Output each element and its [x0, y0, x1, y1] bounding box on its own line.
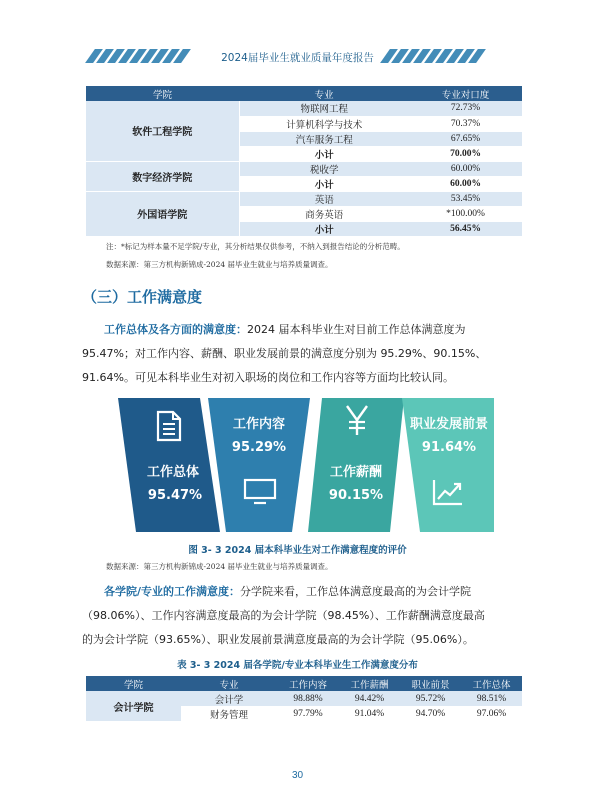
- report-header-title: 2024届毕业生就业质量年度报告: [221, 52, 374, 64]
- satisfaction-infographic: [118, 398, 494, 532]
- value-cell: 70.37%: [409, 116, 522, 131]
- paragraph-text: 91.64%。可见本科毕业生对初入职场的岗位和工作内容等方面均比较认同。: [82, 371, 454, 384]
- page-number: 30: [291, 770, 304, 781]
- subtotal-value: 70.00%: [409, 146, 522, 161]
- table-row: [86, 691, 522, 706]
- table-header-row: [86, 676, 522, 691]
- table-source: 数据来源：第三方机构新锦成-2024 届毕业生就业与培养质量调查。: [106, 260, 333, 269]
- subtotal-label: 小计: [239, 146, 409, 161]
- value-cell: 98.51%: [461, 691, 522, 706]
- card-salary: [308, 398, 410, 532]
- header-decoration-right: [385, 48, 505, 62]
- table-row: [86, 191, 522, 206]
- paragraph-text: 2024 届本科毕业生对目前工作总体满意度为: [247, 323, 466, 336]
- major-cell: 财务管理: [181, 706, 277, 721]
- value-cell: 97.06%: [461, 706, 522, 721]
- value-cell: 95.72%: [400, 691, 461, 706]
- table-row: [86, 161, 522, 176]
- major-cell: 物联网工程: [239, 101, 409, 116]
- major-cell: 税收学: [239, 161, 409, 176]
- col-header-content: 工作内容: [277, 676, 339, 691]
- college-cell: 会计学院: [86, 691, 181, 721]
- col-header-salary: 工作薪酬: [339, 676, 400, 691]
- paragraph-text: 分学院来看，工作总体满意度最高的为会计学院: [240, 585, 472, 598]
- paragraph-lead: 各学院/专业的工作满意度：: [104, 585, 241, 598]
- paragraph-college-satisfaction: [82, 580, 522, 652]
- card-overall-label: 工作总体: [146, 465, 199, 480]
- value-cell: 97.79%: [277, 706, 339, 721]
- card-salary-value: 90.15%: [328, 488, 384, 503]
- paragraph-text: 的为会计学院（93.65%）、职业发展前景满意度最高的为会计学院（95.06%）。: [82, 633, 474, 646]
- major-cell: 商务英语: [239, 206, 409, 221]
- table-header-row: [86, 86, 522, 101]
- col-header-major: 专业: [239, 86, 409, 101]
- yen-icon: [344, 404, 370, 436]
- col-header-college: 学院: [86, 676, 181, 691]
- table-note: 注：*标记为样本量不足学院/专业，其分析结果仅供参考，不纳入到报告结论的分析范畴。: [106, 242, 405, 251]
- value-cell: *100.00%: [409, 206, 522, 221]
- card-salary-label: 工作薪酬: [329, 465, 382, 480]
- col-header-major: 专业: [181, 676, 277, 691]
- subtotal-value: 60.00%: [409, 176, 522, 191]
- card-overall-value: 95.47%: [147, 488, 203, 503]
- table-row: [86, 101, 522, 116]
- card-overall: [118, 398, 220, 532]
- card-career: [402, 398, 494, 532]
- col-header-overall: 工作总体: [461, 676, 522, 691]
- card-content-value: 95.29%: [231, 440, 287, 455]
- card-content: [208, 398, 310, 532]
- table-caption: 表 3- 3 2024 届各学院/专业本科毕业生工作满意度分布: [177, 660, 418, 671]
- major-match-table: [86, 86, 522, 237]
- card-career-label: 职业发展前景: [409, 417, 488, 432]
- value-cell: 94.70%: [400, 706, 461, 721]
- value-cell: 67.65%: [409, 131, 522, 146]
- paragraph-text: 95.47%；对工作内容、薪酬、职业发展前景的满意度分别为 95.29%、90.15%、: [82, 347, 487, 360]
- section-title: （三）工作满意度: [82, 288, 203, 306]
- paragraph-lead: 工作总体及各方面的满意度：: [104, 323, 247, 336]
- growth-chart-icon: [432, 478, 464, 506]
- value-cell: 72.73%: [409, 101, 522, 116]
- subtotal-label: 小计: [239, 221, 409, 236]
- major-cell: 英语: [239, 191, 409, 206]
- major-cell: 计算机科学与技术: [239, 116, 409, 131]
- col-header-match: 专业对口度: [409, 86, 522, 101]
- figure-caption: 图 3- 3 2024 届本科毕业生对工作满意程度的评价: [188, 545, 407, 556]
- monitor-icon: [243, 478, 277, 506]
- major-cell: 会计学: [181, 691, 277, 706]
- paragraph-overall-satisfaction: [82, 318, 522, 390]
- college-cell: 数字经济学院: [86, 161, 239, 191]
- value-cell: 53.45%: [409, 191, 522, 206]
- value-cell: 60.00%: [409, 161, 522, 176]
- document-icon: [156, 410, 182, 442]
- major-cell: 汽车服务工程: [239, 131, 409, 146]
- col-header-career: 职业前景: [400, 676, 461, 691]
- subtotal-label: 小计: [239, 176, 409, 191]
- college-cell: 软件工程学院: [86, 101, 239, 161]
- satisfaction-table: [86, 676, 522, 721]
- col-header-college: 学院: [86, 86, 239, 101]
- card-career-value: 91.64%: [421, 440, 477, 455]
- card-content-label: 工作内容: [232, 417, 285, 432]
- value-cell: 91.04%: [339, 706, 400, 721]
- college-cell: 外国语学院: [86, 191, 239, 236]
- figure-source: 数据来源：第三方机构新锦成-2024 届毕业生就业与培养质量调查。: [106, 562, 333, 571]
- value-cell: 98.88%: [277, 691, 339, 706]
- value-cell: 94.42%: [339, 691, 400, 706]
- subtotal-value: 56.45%: [409, 221, 522, 236]
- paragraph-text: （98.06%）、工作内容满意度最高的为会计学院（98.45%）、工作薪酬满意度最高: [82, 609, 485, 622]
